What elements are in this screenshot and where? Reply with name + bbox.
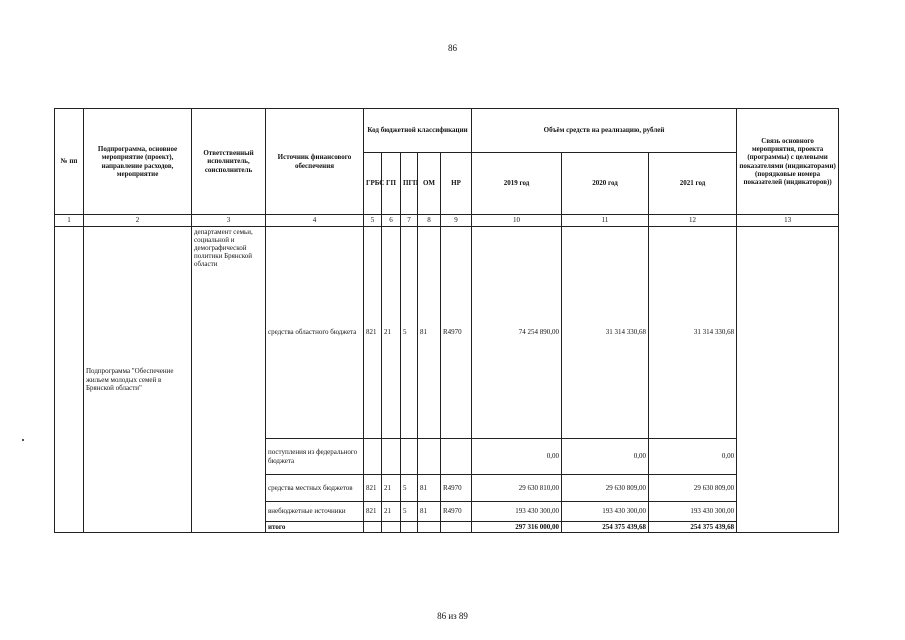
- np-cell: [441, 439, 472, 475]
- amount-2020: 0,00: [562, 439, 649, 475]
- header-subprogram: Подпрограмма, основное мероприятие (проект), направление расходов, мероприятие: [84, 109, 192, 215]
- header-indicators: Связь основного мероприятия, проекта (программы) с целевыми показателями (индикаторами) (порядковые номера показателей (индикаторов)): [737, 109, 839, 215]
- om-cell: 81: [418, 502, 441, 522]
- gp-cell: 21: [382, 475, 401, 502]
- col-number: 7: [401, 215, 418, 227]
- empty-cell: [364, 522, 382, 533]
- page-footer: 86 из 89: [437, 611, 468, 621]
- om-cell: [418, 439, 441, 475]
- gp-cell: 21: [382, 227, 401, 439]
- col-number: 2: [84, 215, 192, 227]
- header-2021: 2021 год: [649, 153, 737, 215]
- amount-2021: 31 314 330,68: [649, 227, 737, 439]
- col-number: 5: [364, 215, 382, 227]
- col-number: 12: [649, 215, 737, 227]
- gp-cell: [382, 439, 401, 475]
- header-2019: 2019 год: [472, 153, 562, 215]
- header-om: ОМ: [418, 153, 441, 215]
- header-source: Источник финансового обеспечения: [266, 109, 364, 215]
- grbs-cell: 821: [364, 475, 382, 502]
- header-row-1: [55, 109, 839, 153]
- header-grbs: ГРБС: [364, 153, 382, 215]
- pgp-cell: 5: [401, 502, 418, 522]
- header-number: № пп: [55, 109, 84, 215]
- col-number: 3: [192, 215, 266, 227]
- col-number: 10: [472, 215, 562, 227]
- table-row: [55, 227, 839, 439]
- header-pgp: ПГП: [401, 153, 418, 215]
- np-cell: R4970: [441, 475, 472, 502]
- header-budget-code: Код бюджетной классификации: [364, 109, 472, 153]
- om-cell: 81: [418, 227, 441, 439]
- pgp-cell: 5: [401, 227, 418, 439]
- total-2020: 254 375 439,68: [562, 522, 649, 533]
- source-cell: средства местных бюджетов: [266, 475, 364, 502]
- amount-2019: 74 254 890,00: [472, 227, 562, 439]
- amount-2021: 0,00: [649, 439, 737, 475]
- header-volume: Объём средств на реализацию, рублей: [472, 109, 737, 153]
- source-cell: средства областного бюджета: [266, 227, 364, 439]
- amount-2021: 29 630 809,00: [649, 475, 737, 502]
- indicators-cell: [737, 227, 839, 533]
- column-number-row: [55, 215, 839, 227]
- np-cell: R4970: [441, 502, 472, 522]
- empty-cell: [441, 522, 472, 533]
- subprogram-cell: Подпрограмма "Обеспечение жильем молодых семей в Брянской области": [84, 227, 192, 533]
- source-cell: внебюджетные источники: [266, 502, 364, 522]
- amount-2020: 193 430 300,00: [562, 502, 649, 522]
- grbs-cell: [364, 439, 382, 475]
- pgp-cell: 5: [401, 475, 418, 502]
- row-number-cell: [55, 227, 84, 533]
- grbs-cell: 821: [364, 502, 382, 522]
- amount-2019: 193 430 300,00: [472, 502, 562, 522]
- amount-2021: 193 430 300,00: [649, 502, 737, 522]
- header-gp: ГП: [382, 153, 401, 215]
- source-cell: поступления из федерального бюджета: [266, 439, 364, 475]
- page-number-top: 86: [448, 43, 457, 53]
- pgp-cell: [401, 439, 418, 475]
- np-cell: R4970: [441, 227, 472, 439]
- col-number: 8: [418, 215, 441, 227]
- grbs-cell: 821: [364, 227, 382, 439]
- executor-cell: департамент семьи, социальной и демографической политики Брянской области: [192, 227, 266, 533]
- empty-cell: [382, 522, 401, 533]
- amount-2020: 31 314 330,68: [562, 227, 649, 439]
- amount-2019: 29 630 810,00: [472, 475, 562, 502]
- empty-cell: [401, 522, 418, 533]
- amount-2019: 0,00: [472, 439, 562, 475]
- empty-cell: [418, 522, 441, 533]
- header-np: НР: [441, 153, 472, 215]
- col-number: 1: [55, 215, 84, 227]
- header-2020: 2020 год: [562, 153, 649, 215]
- total-2021: 254 375 439,68: [649, 522, 737, 533]
- col-number: 13: [737, 215, 839, 227]
- scan-speck: [22, 439, 24, 441]
- total-2019: 297 316 000,00: [472, 522, 562, 533]
- gp-cell: 21: [382, 502, 401, 522]
- total-label: итого: [266, 522, 364, 533]
- col-number: 9: [441, 215, 472, 227]
- col-number: 4: [266, 215, 364, 227]
- col-number: 11: [562, 215, 649, 227]
- budget-table: [54, 108, 839, 533]
- om-cell: 81: [418, 475, 441, 502]
- amount-2020: 29 630 809,00: [562, 475, 649, 502]
- col-number: 6: [382, 215, 401, 227]
- header-executor: Ответственный исполнитель, соисполнитель: [192, 109, 266, 215]
